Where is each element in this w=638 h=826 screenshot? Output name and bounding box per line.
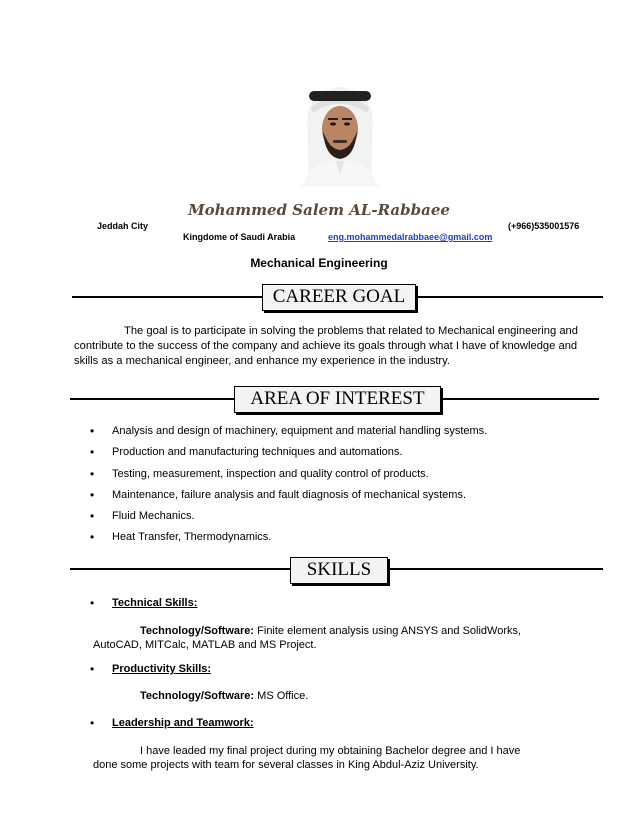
country: Kingdome of Saudi Arabia bbox=[183, 232, 296, 242]
list-item: • Production and manufacturing techniques and automations. bbox=[90, 445, 570, 466]
technical-skills-line1 bbox=[140, 624, 521, 639]
person-name: Mohammed Salem AL-Rabbaee bbox=[188, 201, 450, 219]
bullet-icon: • bbox=[90, 716, 95, 730]
technical-label: Technology/Software: bbox=[140, 625, 255, 637]
list-item: • Analysis and design of machinery, equipment and material handling systems. bbox=[90, 424, 570, 445]
email-link[interactable]: eng.mohammedalrabbaee@gmail.com bbox=[328, 232, 493, 242]
productivity-skills-line bbox=[140, 689, 308, 704]
section-title-career-goal: CAREER GOAL bbox=[262, 284, 416, 311]
leadership-line1: I have leaded my final project during my obtaining Bachelor degree and I have bbox=[140, 745, 521, 757]
productivity-text: MS Office. bbox=[254, 690, 309, 702]
productivity-label: Technology/Software: bbox=[140, 690, 255, 702]
section-rule-right bbox=[441, 398, 599, 400]
section-rule-right bbox=[388, 568, 603, 570]
section-title-skills: SKILLS bbox=[290, 557, 388, 584]
profile-photo bbox=[289, 79, 391, 187]
technical-skills-line2: AutoCAD, MITCalc, MATLAB and MS Project. bbox=[93, 639, 317, 651]
technical-text: Finite element analysis using ANSYS and SolidWorks, bbox=[254, 625, 522, 637]
leadership-heading: Leadership and Teamwork: bbox=[112, 717, 254, 729]
section-rule-right bbox=[416, 296, 603, 298]
list-item: • Fluid Mechanics. bbox=[90, 509, 570, 530]
technical-skills-heading: Technical Skills: bbox=[112, 597, 198, 609]
major-title: Mechanical Engineering bbox=[250, 256, 388, 270]
phone-number: (+966)535001576 bbox=[508, 221, 580, 231]
leadership-line2: done some projects with team for several classes in King Abdul-Aziz University. bbox=[93, 759, 479, 771]
section-rule-left bbox=[70, 398, 234, 400]
section-title-area-of-interest: AREA OF INTEREST bbox=[234, 386, 441, 413]
section-rule-left bbox=[70, 568, 290, 570]
bullet-icon: • bbox=[90, 662, 95, 676]
city: Jeddah City bbox=[97, 221, 149, 231]
section-rule-left bbox=[72, 296, 262, 298]
list-item: • Heat Transfer, Thermodynamics. bbox=[90, 530, 570, 551]
list-item: • Maintenance, failure analysis and fault diagnosis of mechanical systems. bbox=[90, 488, 570, 509]
career-goal-text: The goal is to participate in solving the problems that related to Mechanical engineering and contribute to the success of the company and achieve its goals through what I have of knowledge and skills as a mechanical engineer, and enhance my experience in the industry. bbox=[74, 325, 578, 367]
bullet-icon: • bbox=[90, 596, 95, 610]
interest-list bbox=[90, 424, 570, 552]
list-item: • Testing, measurement, inspection and quality control of products. bbox=[90, 467, 570, 488]
productivity-skills-heading: Productivity Skills: bbox=[112, 663, 212, 675]
